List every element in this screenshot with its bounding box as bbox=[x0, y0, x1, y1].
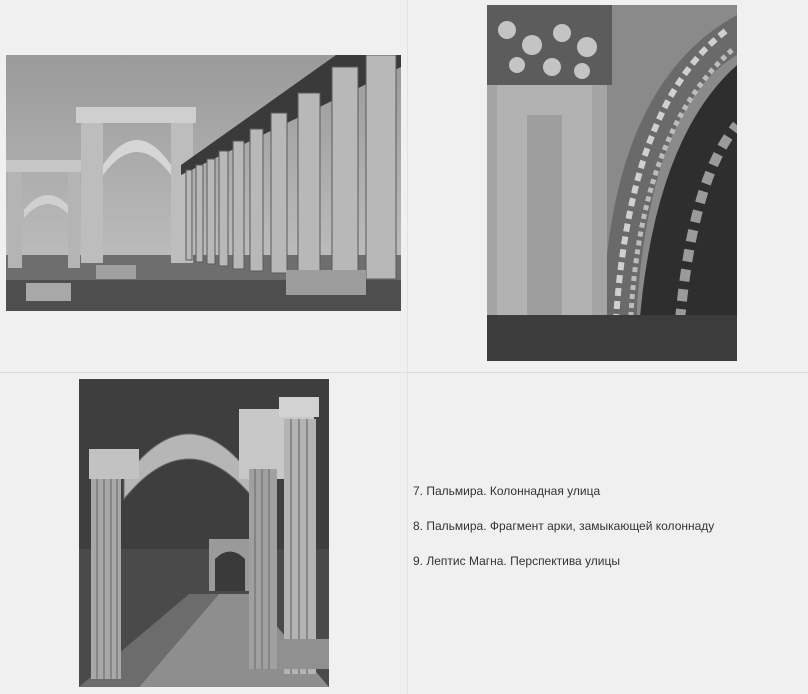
figure-captions bbox=[413, 484, 803, 589]
grid-divider-vertical bbox=[407, 0, 408, 694]
caption-text: Пальмира. Фрагмент арки, замыкающей колоннаду bbox=[426, 519, 715, 533]
caption-figure-8 bbox=[413, 519, 803, 554]
caption-number: 9. bbox=[413, 554, 424, 568]
caption-text: Пальмира. Колоннадная улица bbox=[426, 484, 601, 498]
photo-palmyra-colonnade[interactable] bbox=[6, 55, 401, 311]
grid-divider-horizontal bbox=[0, 372, 808, 373]
photo-leptis-magna-street[interactable] bbox=[79, 379, 329, 687]
caption-number: 8. bbox=[413, 519, 424, 533]
caption-figure-9 bbox=[413, 554, 803, 589]
caption-figure-7 bbox=[413, 484, 803, 519]
caption-number: 7. bbox=[413, 484, 424, 498]
photo-palmyra-arch-fragment[interactable] bbox=[487, 5, 737, 361]
caption-text: Лептис Магна. Перспектива улицы bbox=[426, 554, 621, 568]
